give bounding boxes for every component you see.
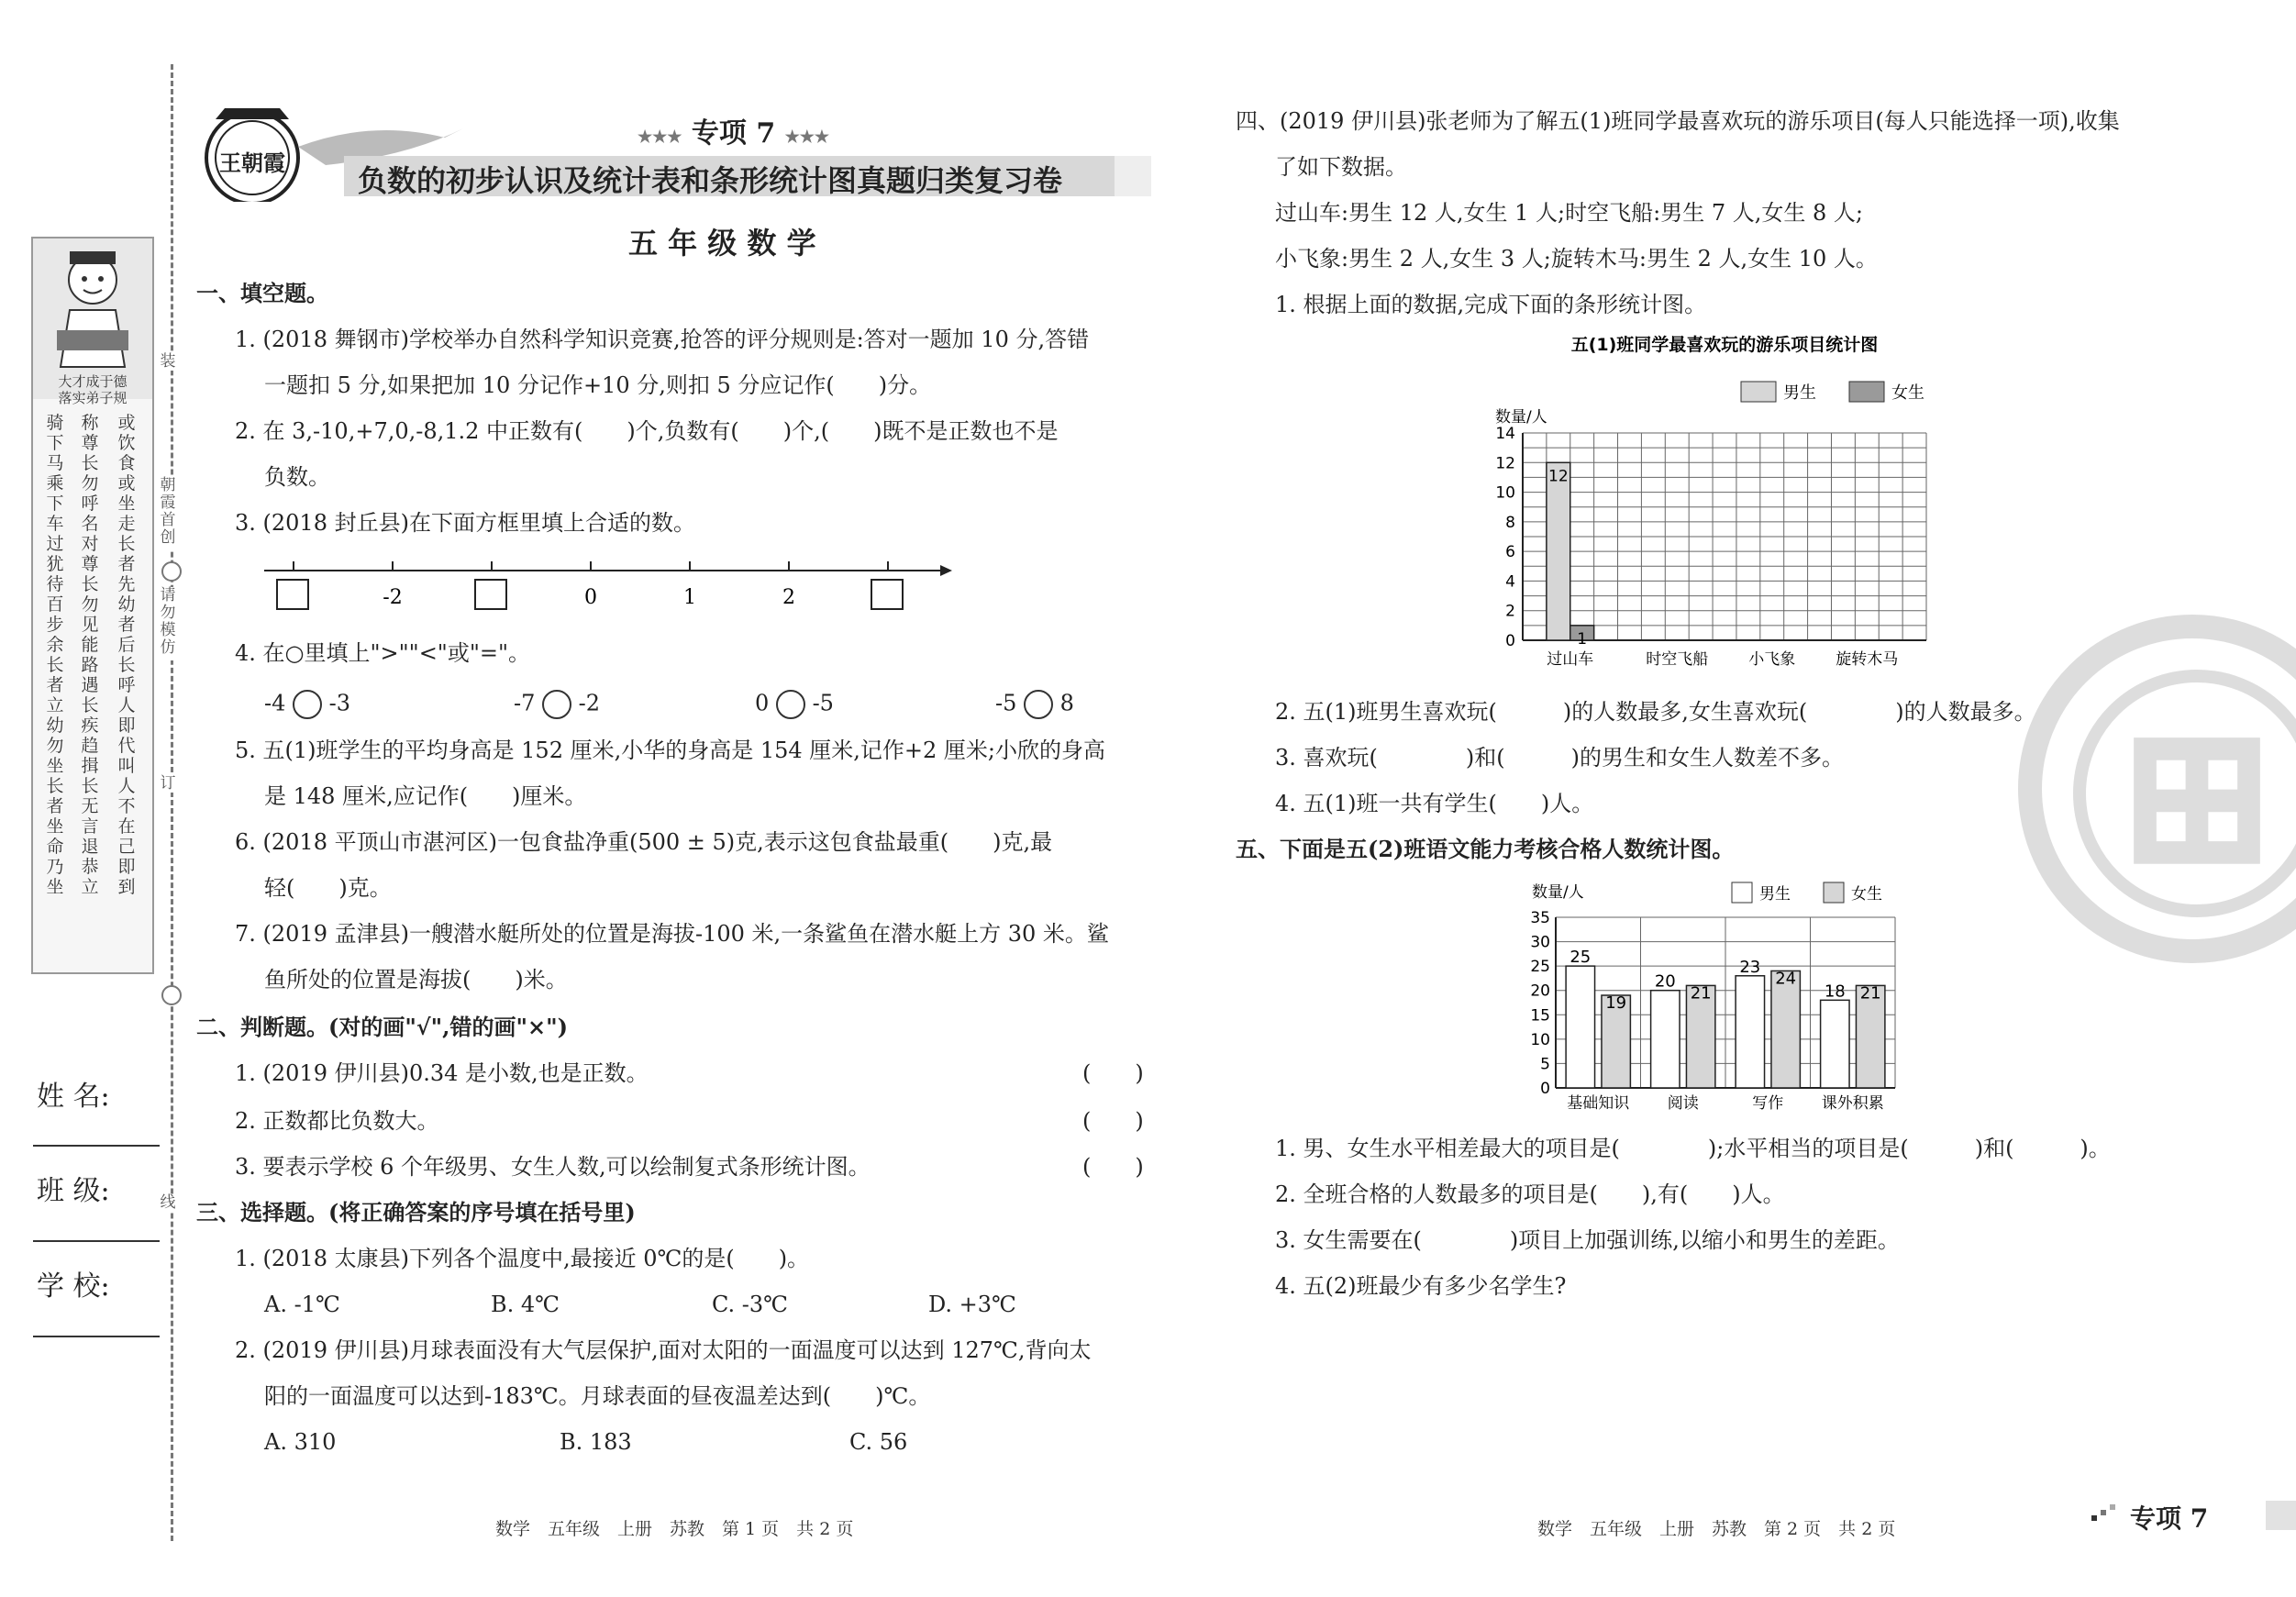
section-1-title: 一、填空题。: [196, 280, 328, 306]
legend-label-girls: 女生: [1891, 383, 1924, 403]
question-3: 3. (2018 封丘县)在下面方框里填上合适的数。: [235, 510, 695, 536]
page-title: 负数的初步认识及统计表和条形统计图真题归类复习卷: [358, 163, 1063, 198]
section-4-line-2: 了如下数据。: [1275, 154, 1407, 180]
motto-1: 大才成于德: [58, 373, 128, 390]
section-5-question-2: 2. 全班合格的人数最多的项目是( ),有( )人。: [1275, 1181, 1785, 1207]
x-tick-label: 过山车: [1547, 650, 1594, 669]
bar-girls: [1771, 970, 1800, 1088]
bar-boys: [1736, 976, 1764, 1088]
bar-value-label: 1: [1577, 629, 1588, 649]
chart-amusement-preferences: [1468, 330, 1981, 679]
question-2-line-1: 2. 在 3,-10,+7,0,-8,1.2 中正数有( )个,负数有( )个,( )既不是正数也不是: [235, 418, 1059, 444]
watermark-seal-icon: ⊞: [2112, 674, 2282, 912]
legend-label-boys: 男生: [1783, 383, 1816, 403]
legend-swatch-boys: [1741, 382, 1776, 402]
class-field[interactable]: [33, 1240, 160, 1242]
footer-tag-icon: [2091, 1504, 2119, 1523]
choice-2-option-a: A. 310: [264, 1429, 337, 1455]
choice-1-option-b: B. 4℃: [491, 1292, 560, 1317]
question-1-line-1: 1. (2018 舞钢市)学校举办自然科学知识竞赛,抢答的评分规则是:答对一题加 10 分,答错: [235, 327, 1090, 352]
section-4-question-3: 3. 喜欢玩( )和( )的男生和女生人数差不多。: [1275, 745, 1844, 771]
section-5-question-3: 3. 女生需要在( )项目上加强训练,以缩小和男生的差距。: [1275, 1227, 1900, 1253]
y-axis-label: 数量/人: [1532, 883, 1584, 902]
logo-text: 王朝霞: [219, 150, 285, 176]
class-label: 班 级:: [37, 1175, 110, 1207]
question-2-line-2: 负数。: [264, 464, 330, 490]
bar-boys: [1821, 1000, 1849, 1088]
y-tick-label: 30: [1530, 933, 1550, 952]
chart-title: 五(1)班同学最喜欢玩的游乐项目统计图: [1570, 335, 1879, 355]
bar-boys: [1547, 462, 1570, 640]
school-label: 学 校:: [37, 1270, 110, 1303]
number-line-label: 2: [782, 586, 795, 609]
x-tick-label: 阅读: [1667, 1094, 1699, 1113]
y-tick-label: 25: [1530, 958, 1550, 977]
section-4-data-2: 小飞象:男生 2 人,女生 3 人;旋转木马:男生 2 人,女生 10 人。: [1275, 246, 1878, 272]
question-5-line-2: 是 148 厘米,应记作( )厘米。: [264, 783, 587, 809]
judge-2: 2. 正数都比负数大。: [235, 1108, 439, 1134]
choice-1-option-c: C. -3℃: [712, 1292, 788, 1317]
bar-boys: [1566, 966, 1594, 1088]
y-tick-label: 14: [1495, 425, 1515, 443]
choice-1: 1. (2018 太康县)下列各个温度中,最接近 0℃的是( )。: [235, 1246, 810, 1271]
bar-value-label: 21: [1859, 983, 1881, 1004]
compare-item-4: -5 8: [995, 690, 1074, 719]
y-tick-label: 4: [1505, 572, 1515, 592]
chart-chinese-assessment: [1486, 871, 1908, 1119]
y-tick-label: 12: [1495, 454, 1515, 473]
x-tick-label: 时空飞船: [1646, 650, 1709, 669]
stars-right-icon: ★★★: [784, 128, 830, 147]
choice-1-option-d: D. +3℃: [928, 1292, 1016, 1317]
footer-tag: 专项 7: [2130, 1503, 2209, 1534]
number-line-label: 0: [584, 586, 597, 609]
section-4-line-1: 四、(2019 伊川县)张老师为了解五(1)班同学最喜欢玩的游乐项目(每人只能选择一项),收集: [1236, 108, 2120, 134]
y-tick-label: 2: [1505, 602, 1515, 621]
choice-2-line-2: 阳的一面温度可以达到-183℃。月球表面的昼夜温差达到( )℃。: [264, 1383, 931, 1409]
x-tick-label: 写作: [1752, 1094, 1784, 1113]
bar-value-label: 24: [1775, 969, 1797, 989]
mascot-icon: [33, 238, 152, 376]
section-4-data-1: 过山车:男生 12 人,女生 1 人;时空飞船:男生 7 人,女生 8 人;: [1275, 200, 1863, 226]
sidebar-motto-box: [31, 237, 154, 974]
section-4-question-1: 1. 根据上面的数据,完成下面的条形统计图。: [1275, 292, 1707, 317]
judge-1: 1. (2019 伊川县)0.34 是小数,也是正数。: [235, 1060, 649, 1086]
section-5-question-1: 1. 男、女生水平相差最大的项目是( );水平相当的项目是( )和( )。: [1275, 1136, 2111, 1161]
bar-value-label: 18: [1824, 981, 1846, 1002]
legend-swatch-girls: [1824, 882, 1844, 903]
series-title: ★★★ 专项 7 ★★★: [638, 117, 830, 150]
x-tick-label: 旋转木马: [1836, 650, 1899, 669]
section-5-question-4: 4. 五(2)班最少有多少名学生?: [1275, 1273, 1567, 1299]
school-field[interactable]: [33, 1336, 160, 1337]
compare-circle-input[interactable]: [542, 690, 571, 719]
judge-answer-3[interactable]: ( ): [1082, 1154, 1144, 1180]
legend-swatch-girls: [1849, 382, 1884, 402]
x-tick-label: 小飞象: [1748, 650, 1796, 669]
stars-left-icon: ★★★: [638, 128, 682, 147]
legend-swatch-boys: [1732, 882, 1752, 903]
y-tick-label: 5: [1540, 1055, 1550, 1074]
number-line-label: -2: [383, 586, 403, 609]
binding-hole-icon: [161, 985, 182, 1005]
question-7-line-2: 鱼所处的位置是海拔( )米。: [264, 967, 568, 993]
choice-1-option-a: A. -1℃: [264, 1292, 340, 1317]
footer-page-1: 数学 五年级 上册 苏教 第 1 页 共 2 页: [495, 1519, 854, 1539]
cut-label-ding: 订: [158, 775, 178, 793]
bar-value-label: 25: [1569, 948, 1592, 968]
compare-circle-input[interactable]: [1024, 690, 1053, 719]
y-tick-label: 10: [1530, 1030, 1550, 1049]
motto-column-1: 骑下马乘下车过犹待百步余长者立幼勿坐长者坐命乃坐: [46, 413, 64, 897]
judge-answer-1[interactable]: ( ): [1082, 1060, 1144, 1086]
bar-value-label: 12: [1548, 467, 1569, 486]
number-line-label: 1: [683, 586, 696, 609]
y-axis-label: 数量/人: [1495, 408, 1547, 427]
page-subtitle: 五 年 级 数 学: [628, 226, 816, 261]
cut-label-zhuang: 装: [158, 353, 178, 371]
compare-item-1: -4 -3: [264, 690, 350, 719]
y-tick-label: 15: [1530, 1006, 1550, 1026]
section-3-title: 三、选择题。(将正确答案的序号填在括号里): [196, 1199, 636, 1225]
cut-note-2: 请勿模仿: [158, 587, 178, 660]
cut-note-1: 朝霞首创: [158, 477, 178, 550]
footer-tag-bar: [2266, 1501, 2296, 1530]
number-line: [257, 550, 954, 624]
question-7-line-1: 7. (2019 孟津县)一艘潜水艇所处的位置是海拔-100 米,一条鲨鱼在潜水艇上方 30 米。鲨: [235, 921, 1109, 947]
choice-2-option-b: B. 183: [560, 1429, 632, 1455]
y-tick-label: 0: [1540, 1080, 1550, 1098]
question-1-line-2: 一题扣 5 分,如果把加 10 分记作+10 分,则扣 5 分应记作( )分。: [264, 372, 932, 398]
bar-value-label: 21: [1690, 983, 1712, 1004]
compare-item-2: -7 -2: [514, 690, 600, 719]
name-field[interactable]: [33, 1145, 160, 1147]
y-tick-label: 8: [1505, 513, 1515, 532]
motto-column-2: 称尊长勿呼名对尊长勿见能路遇长疾趋揖长无言退恭立: [81, 413, 99, 897]
cut-line: [171, 64, 173, 1541]
judge-answer-2[interactable]: ( ): [1082, 1108, 1144, 1134]
section-4-question-2: 2. 五(1)班男生喜欢玩( )的人数最多,女生喜欢玩( )的人数最多。: [1275, 699, 2036, 725]
compare-circle-input[interactable]: [776, 690, 805, 719]
x-tick-label: 课外积累: [1821, 1094, 1884, 1113]
motto-2: 落实弟子规: [58, 390, 128, 406]
number-line-answer-box[interactable]: [277, 580, 308, 609]
legend-label-girls: 女生: [1851, 885, 1882, 904]
bar-boys: [1651, 991, 1680, 1088]
motto-column-3: 或饮食或坐走长者先幼者后长呼人即代叫人不在己即到: [117, 413, 136, 897]
judge-3: 3. 要表示学校 6 个年级男、女生人数,可以绘制复式条形统计图。: [235, 1154, 871, 1180]
y-tick-label: 20: [1530, 981, 1550, 1001]
number-line-answer-box[interactable]: [871, 580, 903, 609]
y-tick-label: 35: [1530, 909, 1550, 927]
question-4: 4. 在○里填上">""<"或"="。: [235, 640, 531, 666]
bar-value-label: 20: [1654, 971, 1676, 992]
bar-value-label: 23: [1739, 957, 1761, 977]
bar-value-label: 19: [1605, 993, 1627, 1014]
y-tick-label: 6: [1505, 543, 1515, 562]
legend-label-boys: 男生: [1759, 885, 1791, 904]
section-4-question-4: 4. 五(1)班一共有学生( )人。: [1275, 791, 1594, 816]
question-6-line-1: 6. (2018 平顶山市湛河区)一包食盐净重(500 ± 5)克,表示这包食盐最重( )克,最: [235, 829, 1053, 855]
section-5-title: 五、下面是五(2)班语文能力考核合格人数统计图。: [1236, 836, 1735, 862]
binding-hole-icon: [161, 561, 182, 582]
compare-circle-input[interactable]: [293, 690, 322, 719]
name-label: 姓 名:: [37, 1081, 110, 1113]
cut-label-xian: 线: [158, 1194, 178, 1212]
question-6-line-2: 轻( )克。: [264, 875, 392, 901]
choice-2-option-c: C. 56: [849, 1429, 908, 1455]
question-5-line-1: 5. 五(1)班学生的平均身高是 152 厘米,小华的身高是 154 厘米,记作+2 厘米;小欣的身高: [235, 738, 1106, 763]
compare-item-3: 0 -5: [755, 690, 834, 719]
y-tick-label: 10: [1495, 483, 1515, 503]
y-tick-label: 0: [1505, 632, 1515, 650]
x-tick-label: 基础知识: [1567, 1094, 1630, 1113]
section-2-title: 二、判断题。(对的画"√",错的画"×"): [196, 1014, 568, 1040]
footer-page-2: 数学 五年级 上册 苏教 第 2 页 共 2 页: [1537, 1519, 1896, 1539]
choice-2-line-1: 2. (2019 伊川县)月球表面没有大气层保护,面对太阳的一面温度可以达到 127℃,背向太: [235, 1337, 1092, 1363]
number-line-answer-box[interactable]: [475, 580, 506, 609]
